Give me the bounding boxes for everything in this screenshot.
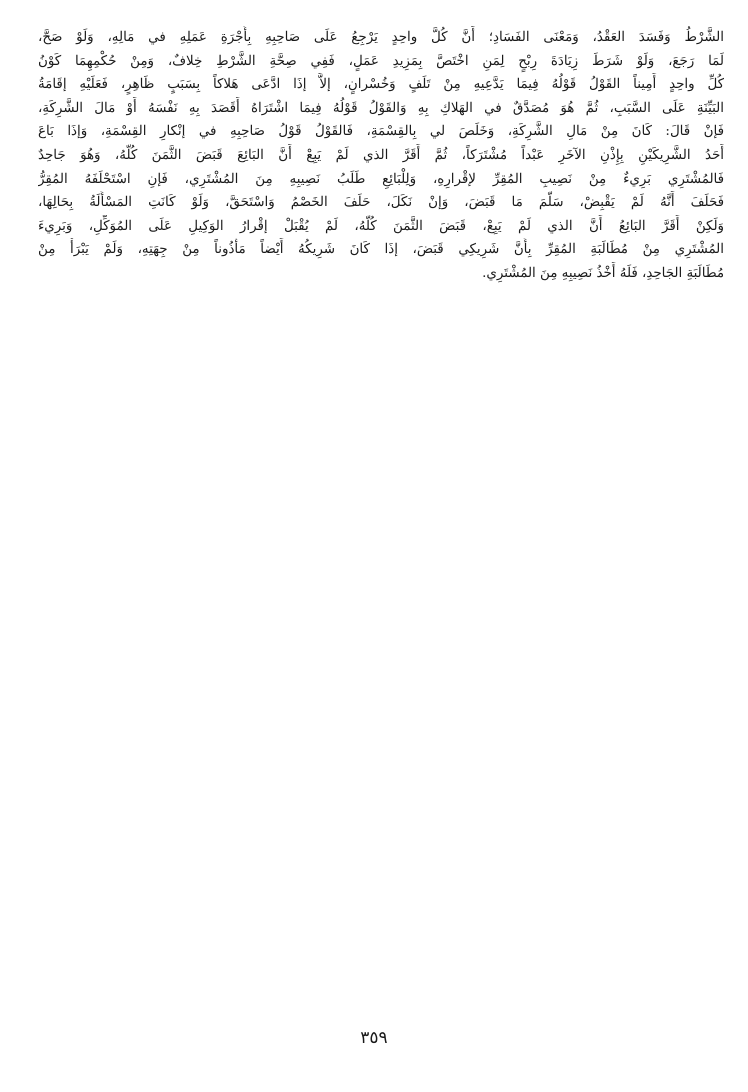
body-text (38, 26, 724, 286)
text-line: البَيِّنَةِ عَلَى السَّبَبِ، ثُمَّ هُوَ مُصَدَّقٌ في الهَلاكِ بِهِ وَالقَوْلُ قَوْلُهُ فِيمَا اشْتَرَاهُ أَقَصَدَ بِهِ نَفْسَهُ أَوْ مَالَ الشَّرِكَةِ، (38, 100, 724, 116)
text-line: المُشْتَرِي مِنْ مُطَالَبَةِ المُقِرِّ بِأَنَّ شَرِيكِي قَبَضَ، إذَا كَانَ شَرِيكُهُ أَيْضاً مَأْذُوناً مِنْ جِهَتِهِ، وَلَمْ يَبْرَأْ مِنْ (38, 242, 724, 258)
text-line: فَإنْ قَالَ: كَانَ مِنْ مَالِ الشَّرِكَةِ، وَخَلَصَ لي بِالقِسْمَةِ، فَالقَوْلُ قَوْلُ صَاحِبِهِ في إنْكارِ القِسْمَةِ، وَإذَا بَاعَ (38, 124, 724, 140)
text-line: فَحَلَفَ أَنَّهُ لَمْ يَقْبِضْ، سَلَّمَ مَا قَبَضَ، وَإنْ نَكَلَ، حَلَفَ الخَصْمُ وَاسْتَحَقَّ، وَلَوْ كَانَتِ المَسْأَلَةُ بِحَالِهَا، (38, 195, 724, 211)
page-number: ٣٥٩ (360, 1028, 388, 1048)
text-line: فَالمُشْتَرِي بَرِيءٌ مِنْ نَصِيبِ المُقِرِّ لإقْرارِهِ، وَلِلْبَائِعِ طَلَبُ نَصِيبِهِ مِنَ المُشْتَرِي، فَإنِ اسْتَحْلَفَهُ المُقِرُّ (38, 171, 724, 187)
text-line: الشَّرْطُ وَفَسَدَ العَقْدُ، وَمَعْنَى الفَسَادِ؛ أَنَّ كُلَّ واحِدٍ يَرْجِعُ عَلَى صَاحِبِهِ بِأُجْرَةِ عَمَلِهِ في مَالِهِ، وَلَوْ صَحَّ، (38, 30, 724, 45)
text-line: لَمَا رَجَعَ، وَلَوْ شَرَطَ زِيَادَةَ رِبْحٍ لِمَنِ اخْتَصَّ بِمَزِيدِ عَمَلٍ، فَفِي صِحَّةِ الشَّرْطِ خِلافٌ، وَمِنْ حُكْمِهِمَا كَوْنُ (38, 53, 724, 69)
text-line: وَلَكِنْ أَقَرَّ البَائِعُ أَنَّ الذي لَمْ يَبِعْ، قَبَضَ الثَّمَنَ كُلَّهُ، لَمْ يُقْبَلْ إقْرارُ الوَكِيلِ عَلَى المُوَكِّلِ، وَبَرِيءَ (38, 218, 724, 234)
text-line: أَحَدُ الشَّرِيكَيْنِ بِإِذْنِ الآخَرِ عَبْداً مُشْتَرَكاً، ثُمَّ أَقَرَّ الذي لَمْ يَبِعْ أَنَّ البَائِعَ قَبَضَ الثَّمَنَ كُلَّهُ، وَهُوَ جَاحِدٌ (38, 147, 724, 163)
text-line: كُلِّ واحِدٍ أَمِيناً القَوْلُ قَوْلُهُ فِيمَا يَدَّعِيهِ مِنْ تَلَفٍ وَخُسْرانٍ، إلاَّ إذَا ادَّعَى هَلاكاً بِسَبَبٍ ظَاهِرٍ، فَعَلَيْهِ إقَامَةُ (38, 77, 724, 93)
text-line: مُطَالَبَةِ الجَاحِدِ، فَلَهُ أَخْذُ نَصِيبِهِ مِنَ المُشْتَرِي. (482, 265, 724, 281)
